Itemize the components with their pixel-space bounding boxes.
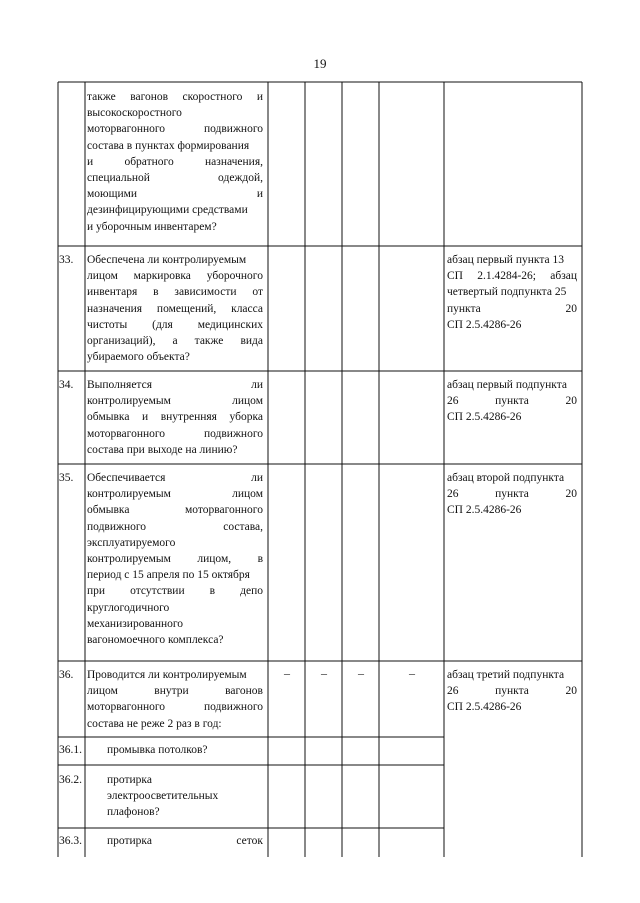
text-line: 26 пункта 20 xyxy=(447,685,577,698)
text-line: моторвагонного подвижного xyxy=(87,701,263,714)
text-line: моторвагонного подвижного xyxy=(87,123,263,136)
text-line: обмывка и внутренняя уборка xyxy=(87,411,263,424)
text-line: дезинфицирующими средствами xyxy=(87,204,248,217)
answer-dash: – xyxy=(358,666,364,680)
row-number: 34. xyxy=(59,379,74,391)
text-line: состава в пунктах формирования xyxy=(87,139,250,152)
text-line: вагономоечного комплекса? xyxy=(87,634,224,647)
text-line: СП 2.5.4286-26 xyxy=(447,411,522,424)
text-line: СП 2.5.4286-26 xyxy=(447,701,522,714)
text-line: протирка xyxy=(107,774,152,786)
question-text xyxy=(107,742,263,758)
text-line: убираемого объекта? xyxy=(87,351,190,364)
text-line: инвентаря в зависимости от xyxy=(87,286,263,299)
row-number: 33. xyxy=(59,254,74,266)
text-line: также вагонов скоростного и xyxy=(87,91,263,103)
text-line: контролируемым лицом xyxy=(87,488,263,501)
question-text xyxy=(87,377,263,458)
text-line: плафонов? xyxy=(107,806,160,819)
reference-text xyxy=(447,252,577,333)
text-line: моторвагонного подвижного xyxy=(87,427,263,440)
text-line: чистоты (для медицинских xyxy=(87,318,263,331)
text-line: и обратного назначения, xyxy=(87,155,263,168)
text-line: пункта 20 xyxy=(447,302,577,315)
reference-text xyxy=(447,377,577,426)
row-number: 36. xyxy=(59,669,74,681)
text-line: Выполняется ли xyxy=(87,379,263,391)
question-text xyxy=(107,772,263,821)
text-line: Обеспечивается ли xyxy=(87,472,263,484)
text-line: электроосветительных xyxy=(107,790,219,803)
text-line: моющими и xyxy=(87,188,263,201)
text-line: Обеспечена ли контролируемым xyxy=(87,254,247,266)
reference-text xyxy=(447,470,577,519)
text-line: абзац первый подпункта xyxy=(447,379,568,391)
text-line: и уборочным инвентарем? xyxy=(87,220,217,233)
question-text xyxy=(87,89,263,235)
text-line: подвижного состава, xyxy=(87,520,263,533)
text-line: период с 15 апреля по 15 октября xyxy=(87,569,250,582)
row-number: 35. xyxy=(59,472,74,484)
text-line: Проводится ли контролируемым xyxy=(87,669,247,681)
text-line: 26 пункта 20 xyxy=(447,395,577,408)
text-line: абзац второй подпункта xyxy=(447,472,565,484)
text-line: промывка потолков? xyxy=(107,744,208,756)
text-line: 26 пункта 20 xyxy=(447,488,577,501)
row-number: 36.2. xyxy=(59,774,82,786)
text-line: организаций), а также вида xyxy=(87,335,263,348)
text-line: абзац первый пункта 13 xyxy=(447,254,564,266)
text-line: СП 2.5.4286-26 xyxy=(447,504,522,517)
text-line: контролируемым лицом, в xyxy=(87,553,263,566)
text-line: при отсутствии в депо xyxy=(87,585,263,598)
text-line: протирка сеток xyxy=(107,835,263,847)
text-line: обмывка моторвагонного xyxy=(87,504,263,517)
text-line: специальной одеждой, xyxy=(87,172,263,185)
question-text xyxy=(87,667,263,732)
reference-text xyxy=(447,667,577,716)
question-text xyxy=(107,833,263,849)
text-line: абзац третий подпункта xyxy=(447,669,565,681)
text-line: СП 2.5.4286-26 xyxy=(447,318,522,331)
text-line: лицом маркировка уборочного xyxy=(87,270,263,283)
text-line: состава не реже 2 раз в год: xyxy=(87,717,222,730)
text-line: круглогодичного xyxy=(87,601,170,614)
answer-dash: – xyxy=(321,666,327,680)
row-number: 36.1. xyxy=(59,744,82,756)
text-line: СП 2.1.4284-26; абзац xyxy=(447,270,577,283)
text-line: лицом внутри вагонов xyxy=(87,685,263,698)
text-line: назначения помещений, класса xyxy=(87,302,263,315)
text-line: состава при выходе на линию? xyxy=(87,443,238,456)
question-text xyxy=(87,470,263,648)
text-line: механизированного xyxy=(87,617,184,630)
text-line: контролируемым лицом xyxy=(87,395,263,408)
answer-dash: – xyxy=(284,666,290,680)
text-line: эксплуатируемого xyxy=(87,536,176,549)
text-line: четвертый подпункта 25 xyxy=(447,286,567,299)
text-line: высокоскоростного xyxy=(87,107,182,120)
page-number: 19 xyxy=(313,56,327,71)
question-text xyxy=(87,252,263,365)
answer-dash: – xyxy=(409,666,415,680)
row-number: 36.3. xyxy=(59,835,82,847)
